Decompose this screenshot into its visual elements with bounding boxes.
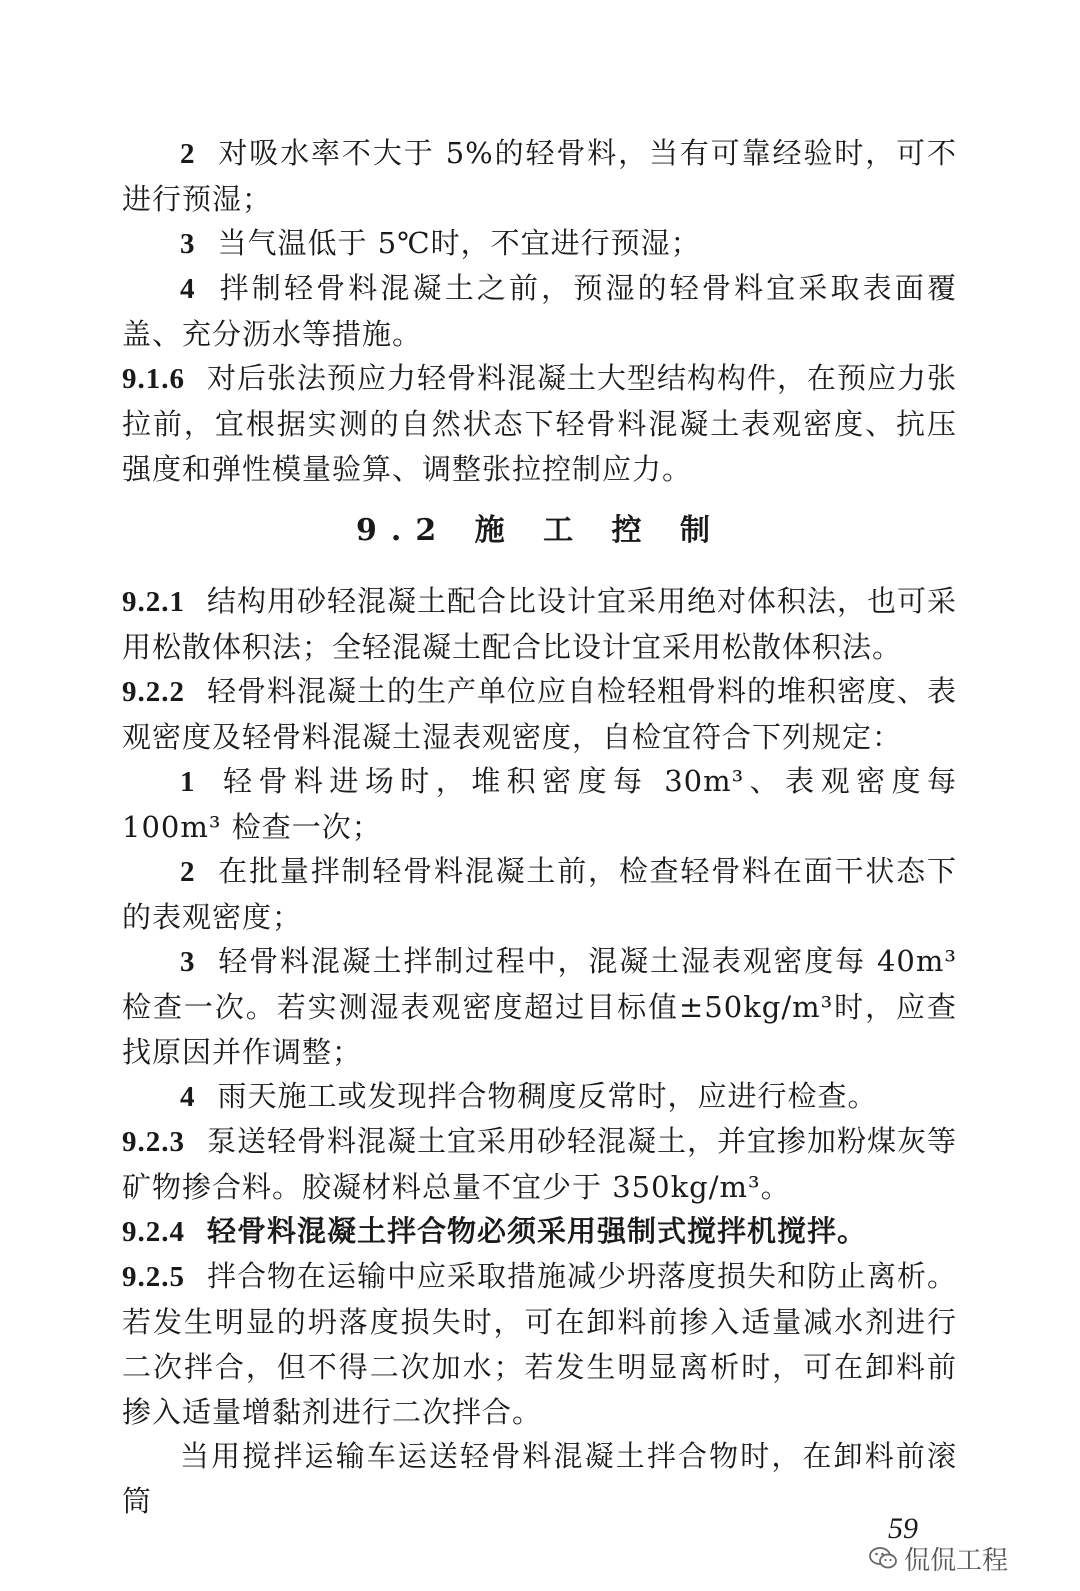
clause-item-3b: [122, 939, 957, 1075]
page-number: 59: [888, 1512, 918, 1545]
clause-number: 1: [180, 766, 196, 798]
clause-text: 泵送轻骨料混凝土宜采用砂轻混凝土，并宜掺加粉煤灰等矿物掺合料。胶凝材料总量不宜少于 350kg/m³。: [122, 1124, 958, 1204]
clause-item-2b: [122, 849, 957, 940]
clause-number: 4: [180, 273, 196, 305]
clause-text: 对后张法预应力轻骨料混凝土大型结构构件，在预应力张拉前，宜根据实测的自然状态下轻骨料混凝土表观密度、抗压强度和弹性模量验算、调整张拉控制应力。: [122, 361, 958, 486]
clause-9-2-1: [122, 579, 957, 670]
watermark-text: 侃侃工程: [904, 1545, 1009, 1576]
clause-number: 9.1.6: [122, 363, 185, 395]
wechat-icon: [868, 1545, 898, 1571]
clause-item-4b: [122, 1074, 957, 1120]
clause-text: 拌合物在运输中应采取措施减少坍落度损失和防止离析。若发生明显的坍落度损失时，可在卸料前掺入适量减水剂进行二次拌合，但不得二次加水；若发生明显离析时，可在卸料前掺入适量增黏剂进行二次拌合。: [122, 1259, 958, 1429]
clause-number: 9.2.5: [122, 1261, 185, 1293]
clause-9-2-3: [122, 1119, 957, 1210]
clause-item-3: [122, 221, 957, 267]
clause-number: 4: [180, 1081, 196, 1113]
clause-text: 对吸水率不大于 5%的轻骨料，当有可靠经验时，可不进行预湿；: [122, 136, 957, 216]
clause-number: 2: [180, 856, 196, 888]
clause-9-1-6: [122, 356, 957, 492]
clause-number: 3: [180, 228, 196, 260]
clause-text: 雨天施工或发现拌合物稠度反常时，应进行检查。: [217, 1079, 878, 1113]
watermark: [868, 1540, 1048, 1576]
clause-text: 当用搅拌运输车运送轻骨料混凝土拌合物时，在卸料前滚筒: [122, 1439, 957, 1518]
section-title: 9.2 施 工 控 制: [356, 513, 724, 548]
clause-number: 9.2.3: [122, 1126, 185, 1158]
clause-text: 拌制轻骨料混凝土之前，预湿的轻骨料宜采取表面覆盖、充分沥水等措施。: [122, 271, 957, 351]
clause-text: 轻骨料进场时，堆积密度每 30m³、表观密度每 100m³ 检查一次；: [122, 764, 957, 844]
clause-text: 在批量拌制轻骨料混凝土前，检查轻骨料在面干状态下的表观密度；: [122, 854, 957, 934]
clause-number: 3: [180, 946, 196, 978]
clause-text: 结构用砂轻混凝土配合比设计宜采用绝对体积法，也可采用松散体积法；全轻混凝土配合比设计宜采用松散体积法。: [122, 584, 958, 664]
continuation-paragraph: [122, 1434, 957, 1524]
clause-text: 轻骨料混凝土拌制过程中，混凝土湿表观密度每 40m³ 检查一次。若实测湿表观密度超过目标值±50kg/m³时，应查找原因并作调整；: [122, 944, 957, 1069]
clause-9-2-4: [122, 1209, 957, 1255]
clause-text: 轻骨料混凝土的生产单位应自检轻粗骨料的堆积密度、表观密度及轻骨料混凝土湿表观密度，自检宜符合下列规定：: [122, 674, 958, 754]
clause-item-1: [122, 759, 957, 850]
clause-text: 轻骨料混凝土拌合物必须采用强制式搅拌机搅拌。: [207, 1214, 868, 1248]
clause-text: 当气温低于 5℃时，不宜进行预湿；: [217, 226, 701, 260]
clause-9-2-5: [122, 1254, 957, 1435]
clause-number: 2: [180, 138, 196, 170]
clause-item-4: [122, 266, 957, 357]
clause-number: 9.2.2: [122, 676, 185, 708]
clause-number: 9.2.4: [122, 1216, 185, 1248]
clause-9-2-2: [122, 669, 957, 760]
clause-number: 9.2.1: [122, 586, 185, 618]
clause-item-2: [122, 131, 957, 222]
